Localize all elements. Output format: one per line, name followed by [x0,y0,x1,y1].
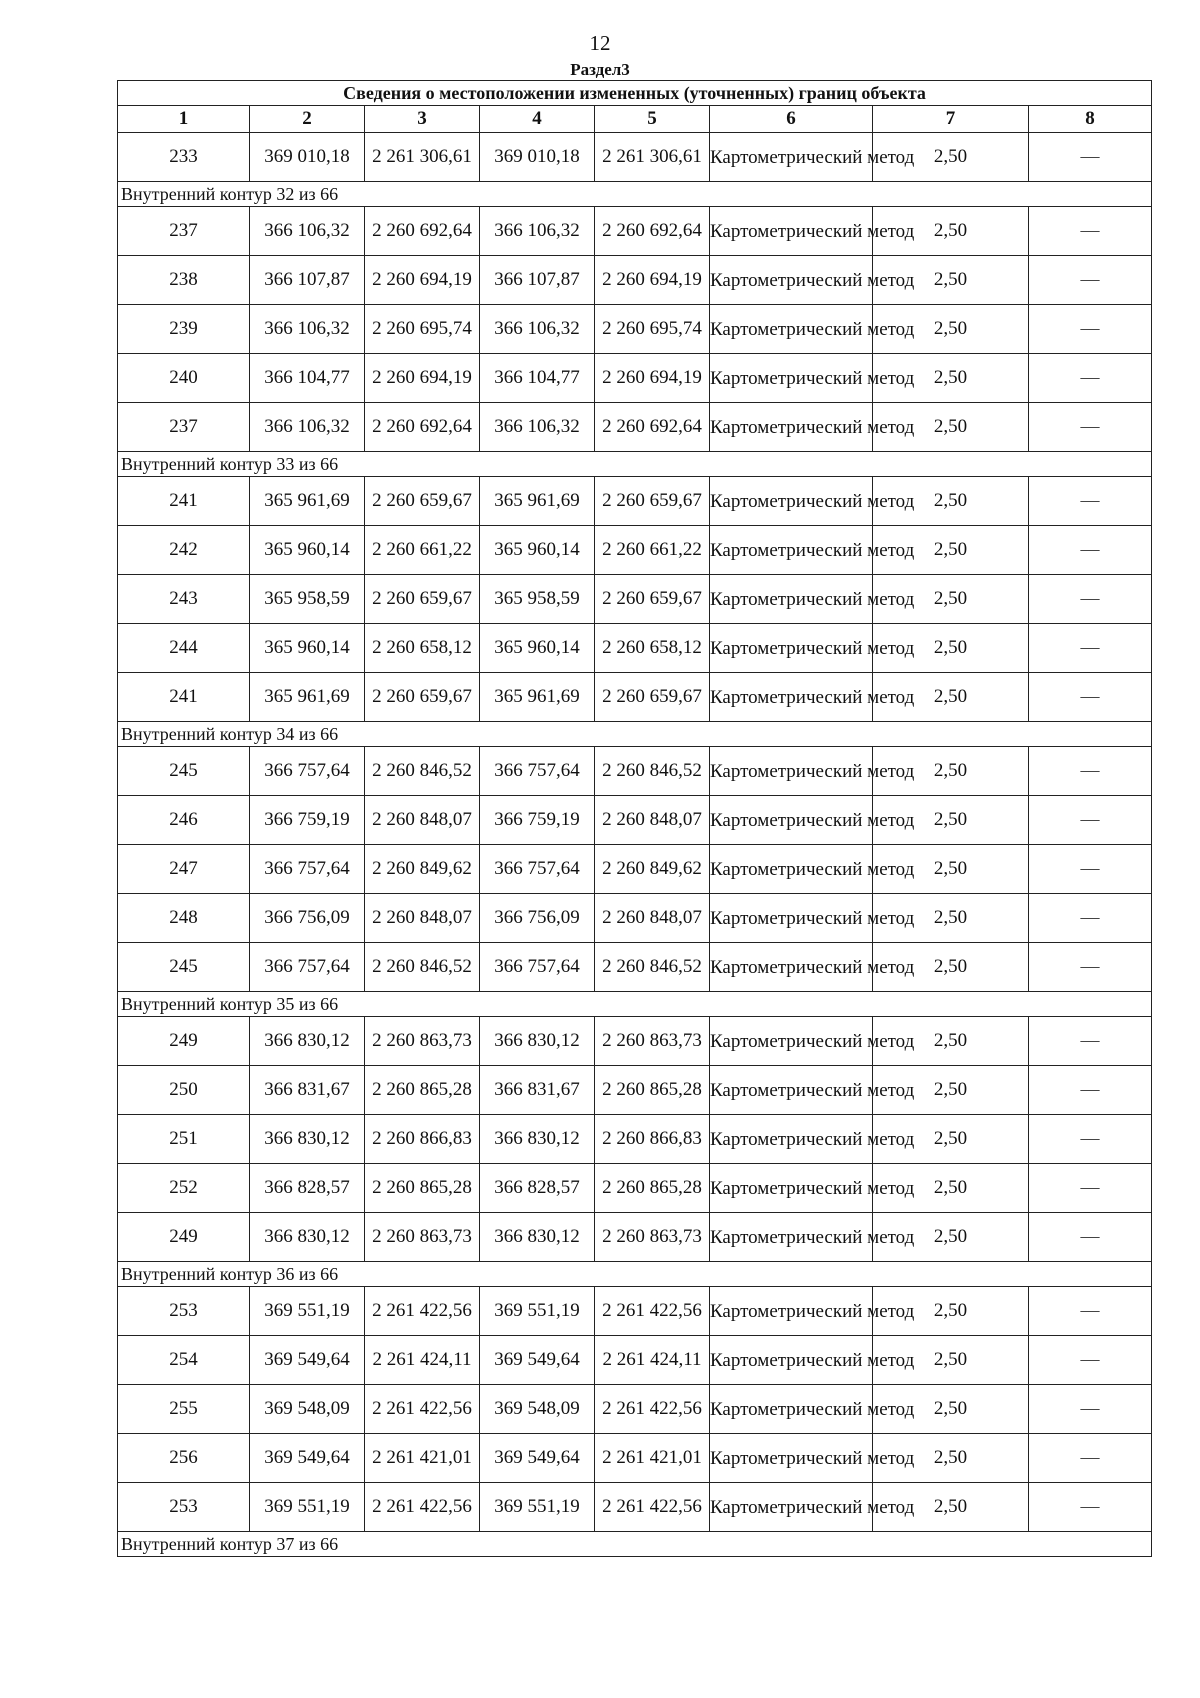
coord-x-existing: 369 551,19 [250,1483,365,1532]
coord-y-refined: 2 260 865,28 [595,1066,710,1115]
coord-y-refined: 2 260 846,52 [595,943,710,992]
coord-y-existing: 2 260 692,64 [365,207,480,256]
determination-method: Картометрический метод [710,1164,873,1213]
empty-mark: — [1029,1066,1152,1115]
point-number: 248 [118,894,250,943]
coord-x-existing: 366 106,32 [250,305,365,354]
table-row [118,796,1152,845]
point-number: 237 [118,207,250,256]
precision-value: 2,50 [873,354,1029,403]
empty-mark: — [1029,354,1152,403]
column-number: 2 [250,106,365,133]
coord-x-existing: 369 551,19 [250,1287,365,1336]
coord-y-refined: 2 260 846,52 [595,747,710,796]
determination-method: Картометрический метод [710,943,873,992]
table-title: Сведения о местоположении измененных (уточненных) границ объекта [118,81,1152,106]
empty-mark: — [1029,133,1152,182]
table-row [118,1385,1152,1434]
determination-method: Картометрический метод [710,1336,873,1385]
coord-x-refined: 369 551,19 [480,1287,595,1336]
coord-x-existing: 366 830,12 [250,1213,365,1262]
coord-y-existing: 2 260 658,12 [365,624,480,673]
coord-x-refined: 365 961,69 [480,673,595,722]
coord-x-refined: 366 757,64 [480,845,595,894]
column-number: 5 [595,106,710,133]
determination-method: Картометрический метод [710,354,873,403]
precision-value: 2,50 [873,673,1029,722]
column-number: 8 [1029,106,1152,133]
precision-value: 2,50 [873,1336,1029,1385]
table-row [118,1434,1152,1483]
table-row [118,526,1152,575]
determination-method: Картометрический метод [710,1287,873,1336]
precision-value: 2,50 [873,1017,1029,1066]
coord-x-existing: 369 548,09 [250,1385,365,1434]
table-row [118,305,1152,354]
table-row [118,133,1152,182]
point-number: 237 [118,403,250,452]
precision-value: 2,50 [873,894,1029,943]
contour-header-row [118,992,1152,1017]
point-number: 245 [118,747,250,796]
determination-method: Картометрический метод [710,256,873,305]
determination-method: Картометрический метод [710,305,873,354]
coord-y-refined: 2 260 695,74 [595,305,710,354]
point-number: 241 [118,673,250,722]
column-number-row [118,106,1152,133]
determination-method: Картометрический метод [710,1066,873,1115]
precision-value: 2,50 [873,575,1029,624]
coord-x-refined: 366 830,12 [480,1213,595,1262]
determination-method: Картометрический метод [710,747,873,796]
point-number: 247 [118,845,250,894]
coord-x-existing: 366 756,09 [250,894,365,943]
coord-x-refined: 366 830,12 [480,1115,595,1164]
coord-y-refined: 2 261 424,11 [595,1336,710,1385]
contour-label: Внутренний контур 33 из 66 [118,452,1152,477]
coord-y-existing: 2 260 846,52 [365,747,480,796]
precision-value: 2,50 [873,1115,1029,1164]
empty-mark: — [1029,1164,1152,1213]
coord-y-refined: 2 260 661,22 [595,526,710,575]
determination-method: Картометрический метод [710,526,873,575]
table-row [118,894,1152,943]
empty-mark: — [1029,207,1152,256]
coord-x-refined: 365 961,69 [480,477,595,526]
precision-value: 2,50 [873,1066,1029,1115]
point-number: 249 [118,1017,250,1066]
point-number: 244 [118,624,250,673]
coord-y-existing: 2 260 863,73 [365,1213,480,1262]
coord-y-refined: 2 260 863,73 [595,1017,710,1066]
page-number: 12 [589,31,611,55]
contour-label: Внутренний контур 36 из 66 [118,1262,1152,1287]
coord-y-refined: 2 261 306,61 [595,133,710,182]
coord-y-existing: 2 261 422,56 [365,1385,480,1434]
coord-y-refined: 2 261 422,56 [595,1385,710,1434]
table-row [118,747,1152,796]
precision-value: 2,50 [873,1164,1029,1213]
determination-method: Картометрический метод [710,1213,873,1262]
coord-x-refined: 366 756,09 [480,894,595,943]
coord-y-existing: 2 260 659,67 [365,477,480,526]
coord-y-existing: 2 260 848,07 [365,796,480,845]
empty-mark: — [1029,894,1152,943]
coord-x-refined: 366 106,32 [480,305,595,354]
coord-x-existing: 366 106,32 [250,207,365,256]
determination-method: Картометрический метод [710,1434,873,1483]
table-row [118,575,1152,624]
table-row [118,624,1152,673]
contour-label: Внутренний контур 35 из 66 [118,992,1152,1017]
empty-mark: — [1029,1385,1152,1434]
point-number: 246 [118,796,250,845]
precision-value: 2,50 [873,256,1029,305]
coord-y-refined: 2 260 863,73 [595,1213,710,1262]
point-number: 233 [118,133,250,182]
empty-mark: — [1029,1287,1152,1336]
coord-x-existing: 369 549,64 [250,1336,365,1385]
coord-x-existing: 365 960,14 [250,624,365,673]
precision-value: 2,50 [873,1483,1029,1532]
coord-x-refined: 366 106,32 [480,207,595,256]
point-number: 239 [118,305,250,354]
point-number: 242 [118,526,250,575]
precision-value: 2,50 [873,747,1029,796]
empty-mark: — [1029,943,1152,992]
empty-mark: — [1029,1434,1152,1483]
determination-method: Картометрический метод [710,477,873,526]
table-row [118,1017,1152,1066]
table-row [118,1483,1152,1532]
contour-label: Внутренний контур 37 из 66 [118,1532,1152,1557]
empty-mark: — [1029,1336,1152,1385]
coord-x-refined: 369 549,64 [480,1434,595,1483]
coord-y-refined: 2 260 848,07 [595,894,710,943]
coord-x-refined: 365 960,14 [480,526,595,575]
boundary-coordinates-table [117,80,1152,1557]
coord-x-existing: 365 958,59 [250,575,365,624]
coord-y-existing: 2 260 694,19 [365,256,480,305]
determination-method: Картометрический метод [710,133,873,182]
empty-mark: — [1029,1483,1152,1532]
point-number: 250 [118,1066,250,1115]
column-number: 1 [118,106,250,133]
determination-method: Картометрический метод [710,403,873,452]
section-label: Раздел3 [570,60,630,79]
empty-mark: — [1029,1017,1152,1066]
precision-value: 2,50 [873,526,1029,575]
table-body [118,133,1152,1557]
coord-y-existing: 2 260 695,74 [365,305,480,354]
precision-value: 2,50 [873,403,1029,452]
coord-x-existing: 369 010,18 [250,133,365,182]
point-number: 238 [118,256,250,305]
coord-y-refined: 2 260 865,28 [595,1164,710,1213]
table-row [118,1213,1152,1262]
coord-x-existing: 366 104,77 [250,354,365,403]
determination-method: Картометрический метод [710,1385,873,1434]
point-number: 241 [118,477,250,526]
contour-header-row [118,182,1152,207]
precision-value: 2,50 [873,1287,1029,1336]
point-number: 243 [118,575,250,624]
coord-x-refined: 366 830,12 [480,1017,595,1066]
coord-y-refined: 2 261 421,01 [595,1434,710,1483]
coord-x-refined: 366 104,77 [480,354,595,403]
coord-x-refined: 366 106,32 [480,403,595,452]
precision-value: 2,50 [873,207,1029,256]
coord-x-existing: 366 831,67 [250,1066,365,1115]
coord-y-refined: 2 261 422,56 [595,1483,710,1532]
coord-y-existing: 2 260 661,22 [365,526,480,575]
empty-mark: — [1029,526,1152,575]
coord-y-refined: 2 260 659,67 [595,575,710,624]
point-number: 254 [118,1336,250,1385]
coord-x-refined: 366 757,64 [480,943,595,992]
coord-y-refined: 2 260 849,62 [595,845,710,894]
coord-y-existing: 2 260 692,64 [365,403,480,452]
precision-value: 2,50 [873,943,1029,992]
determination-method: Картометрический метод [710,575,873,624]
table-row [118,1066,1152,1115]
coord-x-existing: 365 961,69 [250,477,365,526]
coord-x-refined: 366 757,64 [480,747,595,796]
coord-x-existing: 365 961,69 [250,673,365,722]
coord-x-refined: 366 107,87 [480,256,595,305]
coord-y-existing: 2 260 863,73 [365,1017,480,1066]
point-number: 253 [118,1483,250,1532]
coord-y-refined: 2 260 659,67 [595,477,710,526]
coord-x-refined: 365 960,14 [480,624,595,673]
coord-x-existing: 369 549,64 [250,1434,365,1483]
coord-y-existing: 2 260 848,07 [365,894,480,943]
precision-value: 2,50 [873,624,1029,673]
coord-x-refined: 369 549,64 [480,1336,595,1385]
contour-header-row [118,1262,1152,1287]
coord-y-existing: 2 260 694,19 [365,354,480,403]
determination-method: Картометрический метод [710,796,873,845]
table-row [118,354,1152,403]
table-row [118,403,1152,452]
coord-x-existing: 366 757,64 [250,845,365,894]
determination-method: Картометрический метод [710,624,873,673]
table-row [118,207,1152,256]
table-row [118,1164,1152,1213]
table-row [118,943,1152,992]
empty-mark: — [1029,403,1152,452]
empty-mark: — [1029,1115,1152,1164]
coord-y-refined: 2 261 422,56 [595,1287,710,1336]
point-number: 256 [118,1434,250,1483]
coord-x-existing: 366 828,57 [250,1164,365,1213]
table-row [118,1336,1152,1385]
determination-method: Картометрический метод [710,1115,873,1164]
point-number: 252 [118,1164,250,1213]
coord-y-existing: 2 260 659,67 [365,673,480,722]
coord-x-existing: 366 830,12 [250,1115,365,1164]
point-number: 240 [118,354,250,403]
column-number: 7 [873,106,1029,133]
contour-label: Внутренний контур 34 из 66 [118,722,1152,747]
empty-mark: — [1029,845,1152,894]
coord-y-refined: 2 260 658,12 [595,624,710,673]
column-number: 4 [480,106,595,133]
coord-x-refined: 365 958,59 [480,575,595,624]
point-number: 249 [118,1213,250,1262]
coord-x-refined: 366 831,67 [480,1066,595,1115]
coord-x-existing: 365 960,14 [250,526,365,575]
contour-header-row [118,722,1152,747]
coord-y-refined: 2 260 692,64 [595,403,710,452]
precision-value: 2,50 [873,133,1029,182]
empty-mark: — [1029,624,1152,673]
table-row [118,256,1152,305]
table-row [118,845,1152,894]
coord-y-refined: 2 260 848,07 [595,796,710,845]
coord-y-existing: 2 260 849,62 [365,845,480,894]
empty-mark: — [1029,575,1152,624]
coord-x-existing: 366 757,64 [250,747,365,796]
coord-y-existing: 2 260 846,52 [365,943,480,992]
determination-method: Картометрический метод [710,673,873,722]
coord-x-refined: 366 759,19 [480,796,595,845]
point-number: 255 [118,1385,250,1434]
table-row [118,673,1152,722]
coord-y-existing: 2 260 865,28 [365,1066,480,1115]
precision-value: 2,50 [873,477,1029,526]
coord-x-existing: 366 759,19 [250,796,365,845]
coord-y-refined: 2 260 694,19 [595,354,710,403]
empty-mark: — [1029,477,1152,526]
contour-label: Внутренний контур 32 из 66 [118,182,1152,207]
precision-value: 2,50 [873,845,1029,894]
column-number: 3 [365,106,480,133]
coord-y-refined: 2 260 692,64 [595,207,710,256]
table-row [118,1287,1152,1336]
empty-mark: — [1029,305,1152,354]
determination-method: Картометрический метод [710,894,873,943]
coord-y-existing: 2 261 422,56 [365,1483,480,1532]
determination-method: Картометрический метод [710,207,873,256]
empty-mark: — [1029,256,1152,305]
coord-x-existing: 366 107,87 [250,256,365,305]
coord-x-refined: 369 548,09 [480,1385,595,1434]
precision-value: 2,50 [873,796,1029,845]
point-number: 253 [118,1287,250,1336]
empty-mark: — [1029,747,1152,796]
determination-method: Картометрический метод [710,845,873,894]
coord-x-existing: 366 757,64 [250,943,365,992]
precision-value: 2,50 [873,1213,1029,1262]
coord-x-refined: 369 551,19 [480,1483,595,1532]
coord-y-existing: 2 261 424,11 [365,1336,480,1385]
precision-value: 2,50 [873,1385,1029,1434]
coord-y-existing: 2 260 866,83 [365,1115,480,1164]
coord-x-refined: 369 010,18 [480,133,595,182]
coord-y-existing: 2 261 422,56 [365,1287,480,1336]
table-title-row [118,81,1152,106]
point-number: 245 [118,943,250,992]
precision-value: 2,50 [873,1434,1029,1483]
contour-header-row [118,1532,1152,1557]
table-row [118,1115,1152,1164]
table-row [118,477,1152,526]
empty-mark: — [1029,1213,1152,1262]
coord-y-existing: 2 260 865,28 [365,1164,480,1213]
coord-y-existing: 2 261 421,01 [365,1434,480,1483]
coord-x-refined: 366 828,57 [480,1164,595,1213]
coord-x-existing: 366 106,32 [250,403,365,452]
coord-y-existing: 2 261 306,61 [365,133,480,182]
empty-mark: — [1029,796,1152,845]
column-number: 6 [710,106,873,133]
contour-header-row [118,452,1152,477]
determination-method: Картометрический метод [710,1017,873,1066]
coord-y-refined: 2 260 866,83 [595,1115,710,1164]
coord-y-refined: 2 260 694,19 [595,256,710,305]
coord-x-existing: 366 830,12 [250,1017,365,1066]
determination-method: Картометрический метод [710,1483,873,1532]
point-number: 251 [118,1115,250,1164]
precision-value: 2,50 [873,305,1029,354]
empty-mark: — [1029,673,1152,722]
coord-y-refined: 2 260 659,67 [595,673,710,722]
coord-y-existing: 2 260 659,67 [365,575,480,624]
